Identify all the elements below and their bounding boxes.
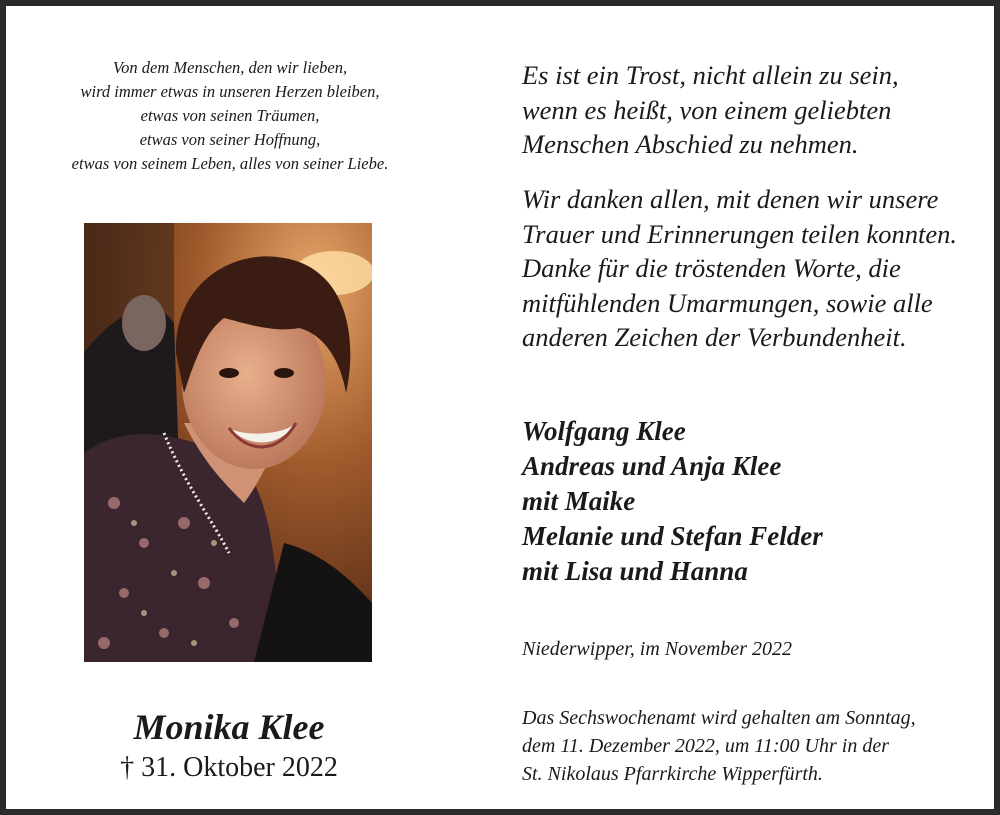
paragraph-line: Danke für die tröstenden Worte, die xyxy=(522,253,901,283)
paragraph-line: Es ist ein Trost, nicht allein zu sein, xyxy=(522,60,899,90)
thanks-paragraph xyxy=(522,182,992,355)
paragraph-line: Wir danken allen, mit denen wir unsere xyxy=(522,184,939,214)
quote-line: Von dem Menschen, den wir lieben, xyxy=(112,58,348,77)
mourner-name: Wolfgang Klee xyxy=(522,416,686,446)
portrait-photo-icon xyxy=(84,223,372,662)
death-date: † 31. Oktober 2022 xyxy=(120,752,338,783)
service-note-line: Das Sechswochenamt wird gehalten am Sonntag, xyxy=(522,707,916,729)
service-note-line: St. Nikolaus Pfarrkirche Wipperfürth. xyxy=(522,763,823,785)
place-date: Niederwipper, im November 2022 xyxy=(522,638,792,660)
deceased-name: Monika Klee xyxy=(133,707,325,747)
mourners-list xyxy=(522,414,992,589)
paragraph-line: Trauer und Erinnerungen teilen konnten. xyxy=(522,218,957,249)
paragraph-line: anderen Zeichen der Verbundenheit. xyxy=(522,322,907,352)
mourner-name: Andreas und Anja Klee xyxy=(522,451,782,481)
quote-line: etwas von seinen Träumen, xyxy=(140,106,320,125)
service-note-line: dem 11. Dezember 2022, um 11:00 Uhr in der xyxy=(522,735,889,757)
paragraph-line: wenn es heißt, von einem geliebten xyxy=(522,94,892,125)
paragraph-line: Menschen Abschied zu nehmen. xyxy=(522,129,859,159)
memorial-quote xyxy=(20,56,440,176)
mourner-name: mit Lisa und Hanna xyxy=(522,556,748,586)
paragraph-line: mitfühlenden Umarmungen, sowie alle xyxy=(522,287,933,318)
quote-line: etwas von seiner Hoffnung, xyxy=(139,130,321,149)
consolation-paragraph xyxy=(522,58,992,162)
mourner-name: mit Maike xyxy=(522,486,636,516)
service-note xyxy=(522,704,992,788)
mourner-name: Melanie und Stefan Felder xyxy=(522,521,823,551)
portrait-photo xyxy=(84,223,372,662)
quote-line: etwas von seinem Leben, alles von seiner Liebe. xyxy=(71,154,389,173)
quote-line: wird immer etwas in unseren Herzen bleiben, xyxy=(80,82,380,101)
